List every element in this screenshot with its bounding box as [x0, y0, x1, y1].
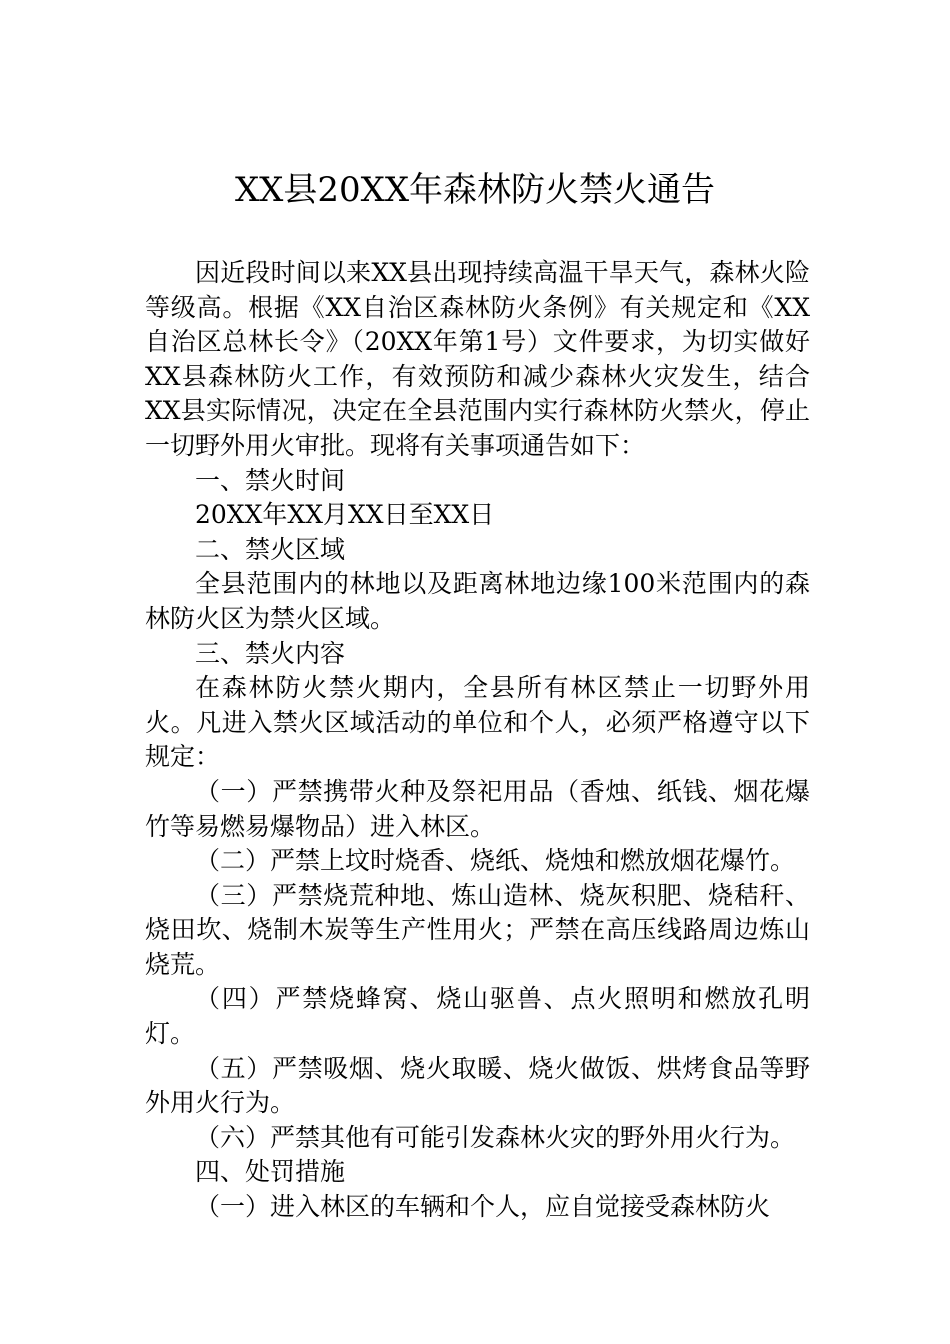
ban-period-text: 20XX年XX月XX日至XX日 [195, 500, 495, 530]
intro-paragraph: 因近段时间以来XX县出现持续高温干旱天气，森林火险等级高。根据《XX自治区森林防火条例》有关规定和《XX自治区总林长令》（20XX年第1号）文件要求，为切实做好XX县森林防火工作，有效预防和减少森林火灾发生，结合XX县实际情况，决定在全县范围内实行森林防火禁火，停止一切野外用火审批。现将有关事项通告如下： [145, 258, 810, 460]
rule-item-3: （三）严禁烧荒种地、炼山造林、烧灰积肥、烧秸秆、烧田坎、烧制木炭等生产性用火；严禁在高压线路周边炼山烧荒。 [145, 880, 810, 979]
document-title: XX县20XX年森林防火禁火通告 [234, 170, 716, 210]
section-heading-penalty: 四、处罚措施 [195, 1157, 346, 1187]
document-body [145, 256, 810, 1225]
rule-item-2: （二）严禁上坟时烧香、烧纸、烧烛和燃放烟花爆竹。 [195, 846, 796, 876]
rule-item-5: （五）严禁吸烟、烧火取暖、烧火做饭、烘烤食品等野外用火行为。 [145, 1053, 810, 1118]
section-heading-area: 二、禁火区域 [195, 534, 346, 564]
rule-item-4: （四）严禁烧蜂窝、烧山驱兽、点火照明和燃放孔明灯。 [145, 984, 810, 1049]
rule-item-6: （六）严禁其他有可能引发森林火灾的野外用火行为。 [195, 1122, 796, 1152]
section-heading-content: 三、禁火内容 [195, 638, 346, 668]
ban-area-paragraph: 全县范围内的林地以及距离林地边缘100米范围内的森林防火区为禁火区域。 [145, 569, 810, 633]
penalty-item-1: （一）进入林区的车辆和个人，应自觉接受森林防火 [195, 1192, 771, 1222]
section-heading-time: 一、禁火时间 [195, 465, 346, 495]
rule-item-1: （一）严禁携带火种及祭祀用品（香烛、纸钱、烟花爆竹等易燃易爆物品）进入林区。 [145, 776, 810, 841]
ban-content-paragraph: 在森林防火禁火期内，全县所有林区禁止一切野外用火。凡进入禁火区域活动的单位和个人，必须严格遵守以下规定： [145, 673, 810, 772]
